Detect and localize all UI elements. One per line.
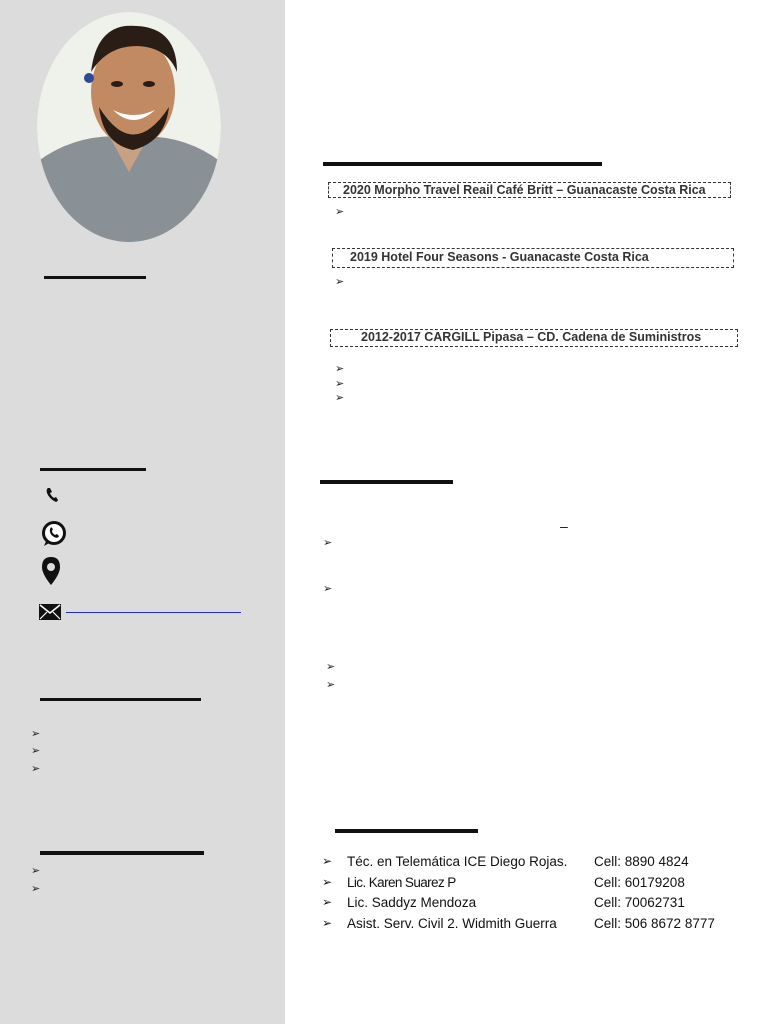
list-item-bullet: ➢ — [31, 745, 41, 757]
skills-heading-underline — [40, 698, 201, 701]
sidebar — [0, 0, 285, 1024]
list-item-bullet: ➢ — [322, 916, 333, 930]
job-title-four-seasons — [332, 248, 734, 268]
phone-icon — [44, 486, 62, 504]
reference-cell: Cell: 70062731 — [594, 895, 685, 910]
mail-icon[interactable] — [39, 604, 61, 620]
whatsapp-icon[interactable] — [39, 519, 69, 549]
education-dash: – — [560, 518, 568, 534]
references-heading-underline — [335, 829, 478, 833]
list-item-bullet: ➢ — [31, 728, 41, 740]
job-title-morpho — [328, 182, 731, 198]
reference-name: Lic. Karen Suarez P — [347, 875, 456, 890]
list-item-bullet: ➢ — [31, 865, 41, 877]
list-item-bullet: ➢ — [335, 206, 345, 218]
list-item-bullet: ➢ — [322, 875, 333, 889]
portrait-image — [37, 12, 221, 242]
job-title-text: 2019 Hotel Four Seasons - Guanacaste Costa Rica — [350, 250, 649, 264]
languages-heading-underline — [40, 851, 204, 855]
reference-cell: Cell: 506 8672 8777 — [594, 916, 715, 931]
experience-heading-underline — [323, 162, 602, 166]
reference-name: Lic. Saddyz Mendoza — [347, 895, 477, 910]
list-item-bullet: ➢ — [31, 763, 41, 775]
list-item-bullet: ➢ — [322, 895, 333, 909]
reference-name: Téc. en Telemática ICE Diego Rojas. — [347, 854, 568, 869]
list-item-bullet: ➢ — [335, 363, 345, 375]
education-heading-underline — [320, 480, 453, 484]
list-item-bullet: ➢ — [335, 392, 345, 404]
reference-cell: Cell: 8890 4824 — [594, 854, 689, 869]
list-item-bullet: ➢ — [335, 378, 345, 390]
list-item-bullet: ➢ — [31, 883, 41, 895]
list-item-bullet: ➢ — [323, 583, 333, 595]
list-item-bullet: ➢ — [326, 679, 336, 691]
job-title-text: 2012-2017 CARGILL Pipasa – CD. Cadena de Suministros — [361, 330, 702, 344]
reference-name: Asist. Serv. Civil 2. Widmith Guerra — [347, 916, 557, 931]
job-title-cargill — [330, 329, 738, 347]
list-item-bullet: ➢ — [326, 661, 336, 673]
contact-heading-underline — [40, 468, 146, 471]
email-link[interactable] — [66, 612, 241, 613]
list-item-bullet: ➢ — [323, 537, 333, 549]
profile-heading-underline — [44, 276, 146, 279]
profile-photo — [37, 12, 221, 242]
list-item-bullet: ➢ — [322, 854, 333, 868]
job-title-text: 2020 Morpho Travel Reail Café Britt – Guanacaste Costa Rica — [343, 183, 706, 197]
reference-cell: Cell: 60179208 — [594, 875, 685, 890]
location-pin-icon — [40, 556, 62, 586]
list-item-bullet: ➢ — [335, 276, 345, 288]
